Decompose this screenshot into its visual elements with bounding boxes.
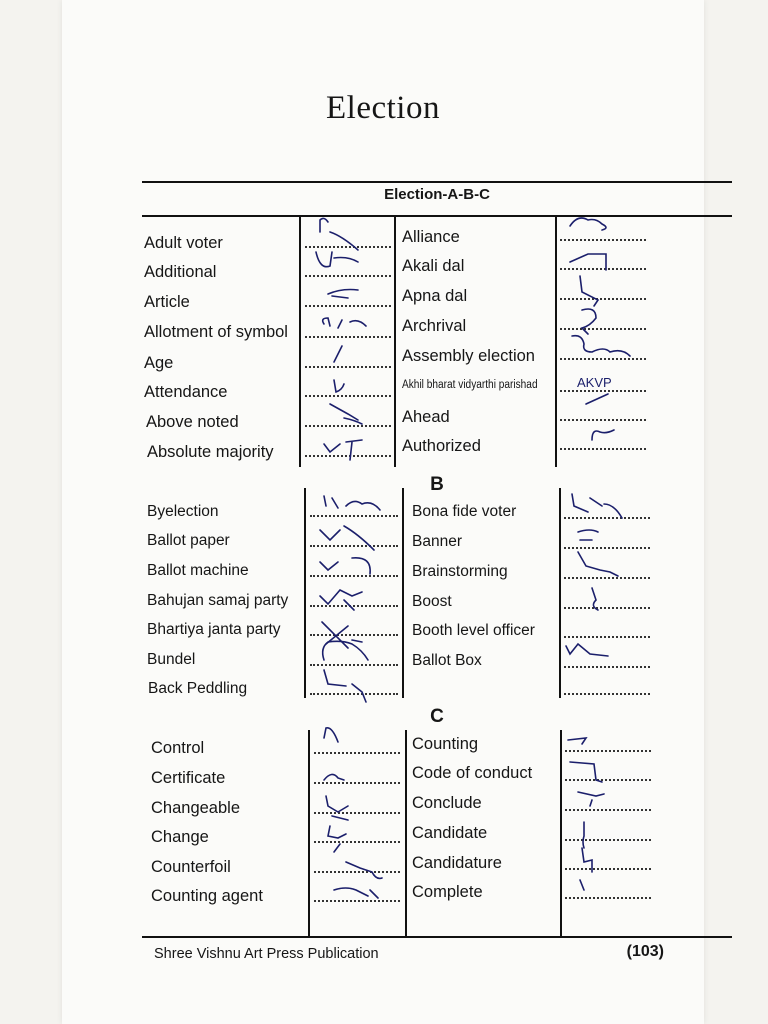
term-bundel: Bundel <box>147 651 196 668</box>
term-counting: Counting <box>412 735 479 753</box>
term-alliance: Alliance <box>402 228 460 246</box>
term-adult-voter: Adult voter <box>144 234 223 252</box>
term-code-of-conduct: Code of conduct <box>412 764 533 782</box>
section-letter-b: B <box>430 474 444 495</box>
term-authorized: Authorized <box>402 437 481 455</box>
term-bahujan-samaj-party: Bahujan samaj party <box>147 592 289 609</box>
term-changeable: Changeable <box>151 799 240 817</box>
term-article: Article <box>144 293 190 311</box>
term-ahead: Ahead <box>402 408 450 426</box>
section-letter-c: C <box>430 706 444 727</box>
term-conclude: Conclude <box>412 794 482 812</box>
term-allotment-of-symbol: Allotment of symbol <box>144 323 288 341</box>
term-certificate: Certificate <box>151 769 226 787</box>
term-booth-level-officer: Booth level officer <box>412 622 535 639</box>
term-ballot-machine: Ballot machine <box>147 562 249 579</box>
term-assembly-election: Assembly election <box>402 347 535 365</box>
term-archrival: Archrival <box>402 317 467 335</box>
term-bona-fide-voter: Bona fide voter <box>412 503 517 520</box>
footer-page-number: (103) <box>626 943 664 960</box>
term-candidate: Candidate <box>412 824 488 842</box>
term-candidature: Candidature <box>412 854 502 872</box>
term-complete: Complete <box>412 883 483 901</box>
term-back-peddling: Back Peddling <box>148 680 248 697</box>
term-apna-dal: Apna dal <box>402 287 468 305</box>
page-title: Election <box>326 90 440 126</box>
table-heading: Election-A-B-C <box>384 186 490 203</box>
term-counting-agent: Counting agent <box>151 887 263 905</box>
term-change: Change <box>151 828 209 846</box>
term-boost: Boost <box>412 593 452 610</box>
term-additional: Additional <box>144 263 217 281</box>
term-absolute-majority: Absolute majority <box>147 443 274 461</box>
term-byelection: Byelection <box>147 503 219 520</box>
page <box>62 0 704 1024</box>
term-akali-dal: Akali dal <box>402 257 465 275</box>
term-ballot-paper: Ballot paper <box>147 532 230 549</box>
term-counterfoil: Counterfoil <box>151 858 231 876</box>
term-ballot-box: Ballot Box <box>412 652 482 669</box>
term-bhartiya-janta-party: Bhartiya janta party <box>147 621 281 638</box>
term-age: Age <box>144 354 174 372</box>
handwritten-shorthand-marks-c <box>62 0 704 1024</box>
handwritten-note-akvp: AKVP <box>577 375 612 390</box>
term-akhil-bharat: Akhil bharat vidyarthi parishad <box>402 379 538 391</box>
footer-publisher: Shree Vishnu Art Press Publication <box>154 946 379 962</box>
term-control: Control <box>151 739 205 757</box>
term-banner: Banner <box>412 533 462 550</box>
term-brainstorming: Brainstorming <box>412 563 508 580</box>
term-attendance: Attendance <box>144 383 228 401</box>
term-above-noted: Above noted <box>146 413 239 431</box>
